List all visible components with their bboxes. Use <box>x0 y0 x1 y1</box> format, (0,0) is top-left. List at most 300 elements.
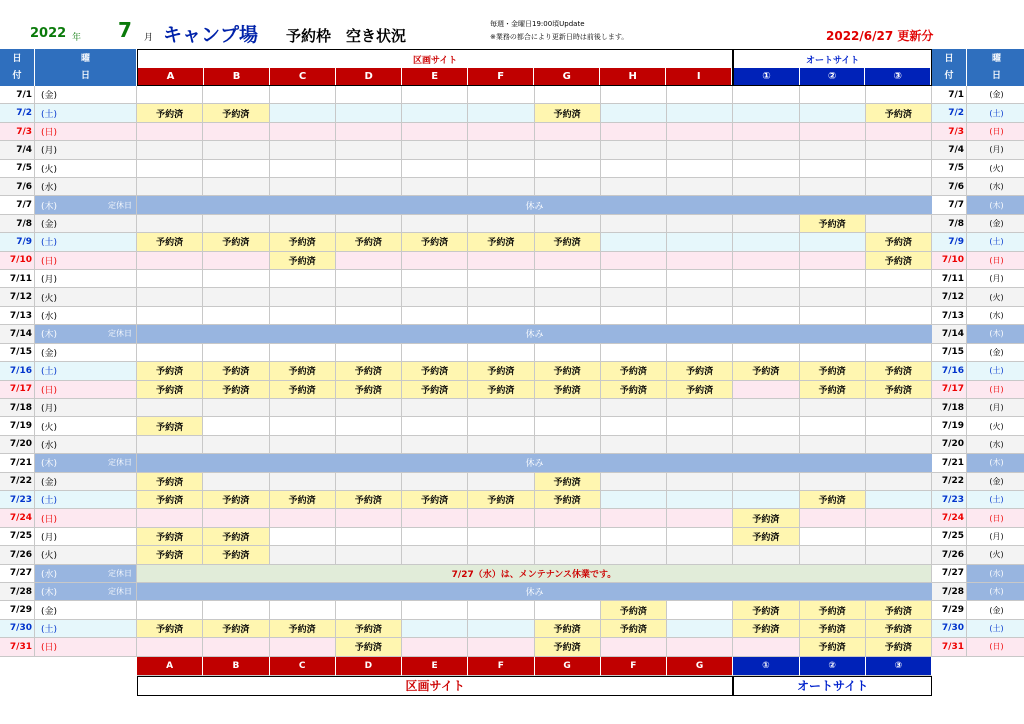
slot-cell <box>468 399 534 417</box>
footer-section-auto: オートサイト <box>733 676 932 696</box>
reserved-cell: 予約済 <box>601 620 667 638</box>
slot-cell <box>601 252 667 270</box>
row-dow-right <box>967 307 1024 325</box>
row-dow <box>35 307 137 325</box>
slot-cell <box>535 601 601 619</box>
slot-cell <box>270 638 336 656</box>
slot-cell <box>866 86 932 104</box>
slot-cell <box>601 288 667 306</box>
slot-title: 予約枠 空き状況 <box>286 27 407 45</box>
footer-site-label: ① <box>733 657 799 676</box>
dow-text: (日) <box>41 256 58 267</box>
slot-cell <box>535 160 601 178</box>
row-date: 7/16 <box>0 362 35 380</box>
slot-cell <box>402 270 468 288</box>
dow-text: (土) <box>989 495 1004 505</box>
row-date-right: 7/23 <box>932 491 967 509</box>
slot-cell <box>270 178 336 196</box>
reserved-cell: 予約済 <box>203 104 269 122</box>
slot-cell <box>336 473 402 491</box>
slot-cell <box>468 86 534 104</box>
row-dow <box>35 601 137 619</box>
row-date-right: 7/20 <box>932 436 967 454</box>
year-suffix: 年 <box>72 33 82 43</box>
row-date: 7/22 <box>0 473 35 491</box>
slot-cell <box>137 307 203 325</box>
slot-cell <box>336 399 402 417</box>
reserved-cell: 予約済 <box>270 381 336 399</box>
slot-cell <box>601 528 667 546</box>
dow-text: (金) <box>41 348 58 359</box>
slot-cell <box>468 307 534 325</box>
slot-cell <box>137 252 203 270</box>
dow-text: (水) <box>989 182 1004 192</box>
slot-cell <box>667 509 733 527</box>
holiday-label: 定休日 <box>108 200 132 210</box>
slot-cell <box>800 288 866 306</box>
slot-cell <box>800 178 866 196</box>
slot-cell <box>468 178 534 196</box>
reserved-cell: 予約済 <box>866 601 932 619</box>
slot-cell <box>601 178 667 196</box>
reserved-cell: 予約済 <box>402 233 468 251</box>
reserved-cell: 予約済 <box>468 233 534 251</box>
slot-cell <box>336 528 402 546</box>
row-date-right: 7/30 <box>932 620 967 638</box>
row-date-right: 7/2 <box>932 104 967 122</box>
row-dow <box>35 252 137 270</box>
row-date-right: 7/8 <box>932 215 967 233</box>
dow-text: (月) <box>989 145 1004 155</box>
slot-cell <box>137 270 203 288</box>
site-label: H <box>600 68 666 85</box>
footer-site-label: E <box>402 657 468 676</box>
row-dow <box>35 86 137 104</box>
row-dow-right <box>967 233 1024 251</box>
slot-cell <box>270 123 336 141</box>
slot-cell <box>601 307 667 325</box>
row-dow <box>35 473 137 491</box>
reserved-cell: 予約済 <box>535 638 601 656</box>
slot-cell <box>402 436 468 454</box>
dow-text: (火) <box>41 551 58 562</box>
slot-cell <box>402 638 468 656</box>
slot-cell <box>203 344 269 362</box>
reserved-cell: 予約済 <box>336 233 402 251</box>
slot-cell <box>667 123 733 141</box>
slot-cell <box>336 270 402 288</box>
reserved-cell: 予約済 <box>800 601 866 619</box>
slot-cell <box>667 528 733 546</box>
reserved-cell: 予約済 <box>270 252 336 270</box>
dow-text: (木) <box>989 458 1004 468</box>
row-date: 7/4 <box>0 141 35 159</box>
reserved-cell: 予約済 <box>800 620 866 638</box>
reserved-cell: 予約済 <box>336 381 402 399</box>
dow-text: (月) <box>989 403 1004 413</box>
dow-text: (水) <box>41 312 58 323</box>
slot-cell <box>270 417 336 435</box>
slot-cell <box>468 601 534 619</box>
row-dow-right <box>967 160 1024 178</box>
slot-cell <box>866 509 932 527</box>
reserved-cell: 予約済 <box>601 362 667 380</box>
slot-cell <box>601 270 667 288</box>
reserved-cell: 予約済 <box>667 381 733 399</box>
slot-cell <box>733 123 799 141</box>
dow-text: (火) <box>41 293 58 304</box>
slot-cell <box>733 86 799 104</box>
slot-cell <box>866 141 932 159</box>
slot-cell <box>336 509 402 527</box>
slot-cell <box>402 141 468 159</box>
slot-cell <box>137 638 203 656</box>
row-dow <box>35 509 137 527</box>
slot-cell <box>270 509 336 527</box>
slot-cell <box>733 417 799 435</box>
row-dow-right <box>967 362 1024 380</box>
dow-text: (水) <box>989 439 1004 449</box>
reserved-cell: 予約済 <box>203 362 269 380</box>
row-date: 7/25 <box>0 528 35 546</box>
slot-cell <box>270 601 336 619</box>
site-label: B <box>204 68 270 85</box>
dow-text: (土) <box>41 109 58 120</box>
slot-cell <box>667 270 733 288</box>
slot-cell <box>667 638 733 656</box>
reserved-cell: 予約済 <box>336 491 402 509</box>
slot-cell <box>203 270 269 288</box>
slot-cell <box>667 417 733 435</box>
footer-site-label: F <box>468 657 534 676</box>
dow-text: (日) <box>989 127 1004 137</box>
slot-cell <box>336 178 402 196</box>
reserved-cell: 予約済 <box>336 362 402 380</box>
reserved-cell: 予約済 <box>137 362 203 380</box>
holiday-label: 定休日 <box>108 587 132 597</box>
slot-cell <box>667 473 733 491</box>
reserved-cell: 予約済 <box>336 638 402 656</box>
row-date-right: 7/3 <box>932 123 967 141</box>
dow-text: (金) <box>989 219 1004 229</box>
reserved-cell: 予約済 <box>535 620 601 638</box>
slot-cell <box>601 417 667 435</box>
dow-text: (水) <box>41 440 58 451</box>
slot-cell <box>866 399 932 417</box>
slot-cell <box>203 178 269 196</box>
row-date-right: 7/16 <box>932 362 967 380</box>
row-date: 7/20 <box>0 436 35 454</box>
reserved-cell: 予約済 <box>866 252 932 270</box>
row-date: 7/23 <box>0 491 35 509</box>
row-dow-right <box>967 288 1024 306</box>
footer-blank-right <box>932 657 1024 676</box>
site-label: ③ <box>865 68 931 85</box>
slot-cell <box>137 344 203 362</box>
row-dow-right <box>967 344 1024 362</box>
footer-site-label: C <box>270 657 336 676</box>
slot-cell <box>402 307 468 325</box>
row-date: 7/11 <box>0 270 35 288</box>
slot-cell <box>137 509 203 527</box>
slot-cell <box>270 399 336 417</box>
row-dow <box>35 565 137 583</box>
reserved-cell: 予約済 <box>468 362 534 380</box>
row-date: 7/13 <box>0 307 35 325</box>
slot-cell <box>667 178 733 196</box>
dow-text: (土) <box>989 237 1004 247</box>
row-date-right: 7/9 <box>932 233 967 251</box>
site-label: F <box>468 68 534 85</box>
dow-text: (土) <box>41 624 58 635</box>
reserved-cell: 予約済 <box>270 233 336 251</box>
row-dow <box>35 215 137 233</box>
slot-cell <box>402 160 468 178</box>
row-date-right: 7/29 <box>932 601 967 619</box>
dow-text: (土) <box>41 238 58 249</box>
footer-site-label: G <box>667 657 733 676</box>
slot-cell <box>866 288 932 306</box>
dow-text: (金) <box>989 90 1004 100</box>
reserved-cell: 予約済 <box>535 104 601 122</box>
slot-cell <box>137 141 203 159</box>
slot-cell <box>203 215 269 233</box>
reserved-cell: 予約済 <box>535 491 601 509</box>
row-dow <box>35 546 137 564</box>
dow-header <box>35 49 137 86</box>
row-date-right: 7/22 <box>932 473 967 491</box>
slot-cell <box>336 344 402 362</box>
slot-cell <box>270 270 336 288</box>
site-label: D <box>336 68 402 85</box>
slot-cell <box>733 160 799 178</box>
slot-cell <box>270 436 336 454</box>
reserved-cell: 予約済 <box>535 381 601 399</box>
slot-cell <box>601 473 667 491</box>
slot-cell <box>468 123 534 141</box>
page-header <box>0 0 1024 48</box>
dow-text: (月) <box>989 274 1004 284</box>
slot-cell <box>800 546 866 564</box>
slot-cell <box>601 491 667 509</box>
dow-text: (木) <box>989 329 1004 339</box>
reserved-cell: 予約済 <box>800 381 866 399</box>
slot-cell <box>866 344 932 362</box>
slot-cell <box>800 270 866 288</box>
slot-cell <box>137 601 203 619</box>
dow-text: (日) <box>41 643 58 654</box>
row-dow <box>35 491 137 509</box>
slot-cell <box>336 288 402 306</box>
slot-cell <box>336 546 402 564</box>
slot-cell <box>800 86 866 104</box>
slot-cell <box>270 288 336 306</box>
slot-cell <box>733 344 799 362</box>
row-date: 7/2 <box>0 104 35 122</box>
slot-cell <box>866 528 932 546</box>
reserved-cell: 予約済 <box>137 546 203 564</box>
slot-cell <box>137 178 203 196</box>
dow-text: (月) <box>41 146 58 157</box>
slot-cell <box>535 307 601 325</box>
footer-site-label: A <box>137 657 203 676</box>
slot-cell <box>535 436 601 454</box>
footer-site-label: G <box>535 657 601 676</box>
footer-site-label: ③ <box>866 657 932 676</box>
row-date: 7/14 <box>0 325 35 343</box>
reservation-grid <box>0 49 1024 709</box>
slot-cell <box>402 473 468 491</box>
slot-cell <box>535 344 601 362</box>
slot-cell <box>733 288 799 306</box>
reserved-cell: 予約済 <box>733 509 799 527</box>
row-dow <box>35 104 137 122</box>
slot-cell <box>137 399 203 417</box>
slot-cell <box>137 436 203 454</box>
slot-cell <box>535 270 601 288</box>
slot-cell <box>601 509 667 527</box>
slot-cell <box>601 86 667 104</box>
dow-text: (金) <box>989 605 1004 615</box>
slot-cell <box>667 86 733 104</box>
row-dow <box>35 233 137 251</box>
reserved-cell: 予約済 <box>203 546 269 564</box>
reserved-cell: 予約済 <box>270 491 336 509</box>
slot-cell <box>468 546 534 564</box>
reserved-cell: 予約済 <box>137 620 203 638</box>
slot-cell <box>137 123 203 141</box>
slot-cell <box>270 344 336 362</box>
reserved-cell: 予約済 <box>336 620 402 638</box>
reserved-cell: 予約済 <box>270 620 336 638</box>
section-ku <box>137 49 733 86</box>
holiday-label: 定休日 <box>108 568 132 578</box>
row-dow <box>35 178 137 196</box>
dow-text: (日) <box>989 255 1004 265</box>
rest-band: 休み <box>137 454 932 472</box>
dow-header-right-line: 日 <box>991 70 1001 81</box>
row-dow-right <box>967 491 1024 509</box>
row-date: 7/17 <box>0 381 35 399</box>
row-dow-right <box>967 546 1024 564</box>
slot-cell <box>203 638 269 656</box>
slot-cell <box>402 178 468 196</box>
row-date: 7/9 <box>0 233 35 251</box>
dow-text: (金) <box>41 477 58 488</box>
slot-cell <box>733 546 799 564</box>
slot-cell <box>601 160 667 178</box>
reserved-cell: 予約済 <box>800 491 866 509</box>
dow-text: (月) <box>41 275 58 286</box>
row-date: 7/21 <box>0 454 35 472</box>
dow-text: (月) <box>41 404 58 415</box>
slot-cell <box>733 473 799 491</box>
reserved-cell: 予約済 <box>203 233 269 251</box>
dow-text: (火) <box>989 421 1004 431</box>
row-date-right: 7/6 <box>932 178 967 196</box>
reserved-cell: 予約済 <box>800 362 866 380</box>
reserved-cell: 予約済 <box>866 638 932 656</box>
slot-cell <box>270 86 336 104</box>
rest-band: 休み <box>137 325 932 343</box>
day-header-right-line: 付 <box>944 70 954 81</box>
row-dow-right <box>967 583 1024 601</box>
dow-text: (月) <box>989 531 1004 541</box>
footer-site-label: B <box>203 657 269 676</box>
slot-cell <box>733 270 799 288</box>
row-date-right: 7/24 <box>932 509 967 527</box>
row-dow <box>35 583 137 601</box>
slot-cell <box>733 233 799 251</box>
row-date-right: 7/10 <box>932 252 967 270</box>
slot-cell <box>203 436 269 454</box>
row-date-right: 7/1 <box>932 86 967 104</box>
row-date-right: 7/28 <box>932 583 967 601</box>
slot-cell <box>336 123 402 141</box>
reserved-cell: 予約済 <box>270 362 336 380</box>
slot-cell <box>402 344 468 362</box>
reserved-cell: 予約済 <box>866 620 932 638</box>
slot-cell <box>468 104 534 122</box>
slot-cell <box>468 270 534 288</box>
slot-cell <box>203 473 269 491</box>
row-date: 7/5 <box>0 160 35 178</box>
dow-text: (日) <box>41 385 58 396</box>
slot-cell <box>535 215 601 233</box>
row-dow-right <box>967 620 1024 638</box>
section-ku-site-labels <box>138 68 732 85</box>
slot-cell <box>468 417 534 435</box>
slot-cell <box>468 288 534 306</box>
reserved-cell: 予約済 <box>733 362 799 380</box>
reserved-cell: 予約済 <box>866 233 932 251</box>
slot-cell <box>535 417 601 435</box>
slot-cell <box>866 546 932 564</box>
slot-cell <box>800 399 866 417</box>
reserved-cell: 予約済 <box>468 491 534 509</box>
reserved-cell: 予約済 <box>137 417 203 435</box>
reserved-cell: 予約済 <box>535 362 601 380</box>
slot-cell <box>800 233 866 251</box>
slot-cell <box>535 141 601 159</box>
dow-text: (金) <box>41 91 58 102</box>
reserved-cell: 予約済 <box>866 104 932 122</box>
dow-text: (金) <box>41 220 58 231</box>
row-date: 7/30 <box>0 620 35 638</box>
slot-cell <box>667 307 733 325</box>
slot-cell <box>800 252 866 270</box>
reserved-cell: 予約済 <box>137 381 203 399</box>
row-dow-right <box>967 325 1024 343</box>
reserved-cell: 予約済 <box>535 473 601 491</box>
row-dow-right <box>967 473 1024 491</box>
dow-text: (水) <box>41 569 58 580</box>
dow-text: (日) <box>989 513 1004 523</box>
row-dow <box>35 381 137 399</box>
slot-cell <box>203 86 269 104</box>
reserved-cell: 予約済 <box>800 638 866 656</box>
month: 7 <box>118 18 132 42</box>
slot-cell <box>336 104 402 122</box>
row-dow <box>35 399 137 417</box>
slot-cell <box>270 307 336 325</box>
update-note: 毎週・金曜日19:00頃Update <box>490 20 585 28</box>
dow-text: (火) <box>41 422 58 433</box>
campsite-title: キャンプ場 <box>163 24 259 46</box>
slot-cell <box>468 620 534 638</box>
site-label: ① <box>734 68 800 85</box>
reserved-cell: 予約済 <box>733 601 799 619</box>
